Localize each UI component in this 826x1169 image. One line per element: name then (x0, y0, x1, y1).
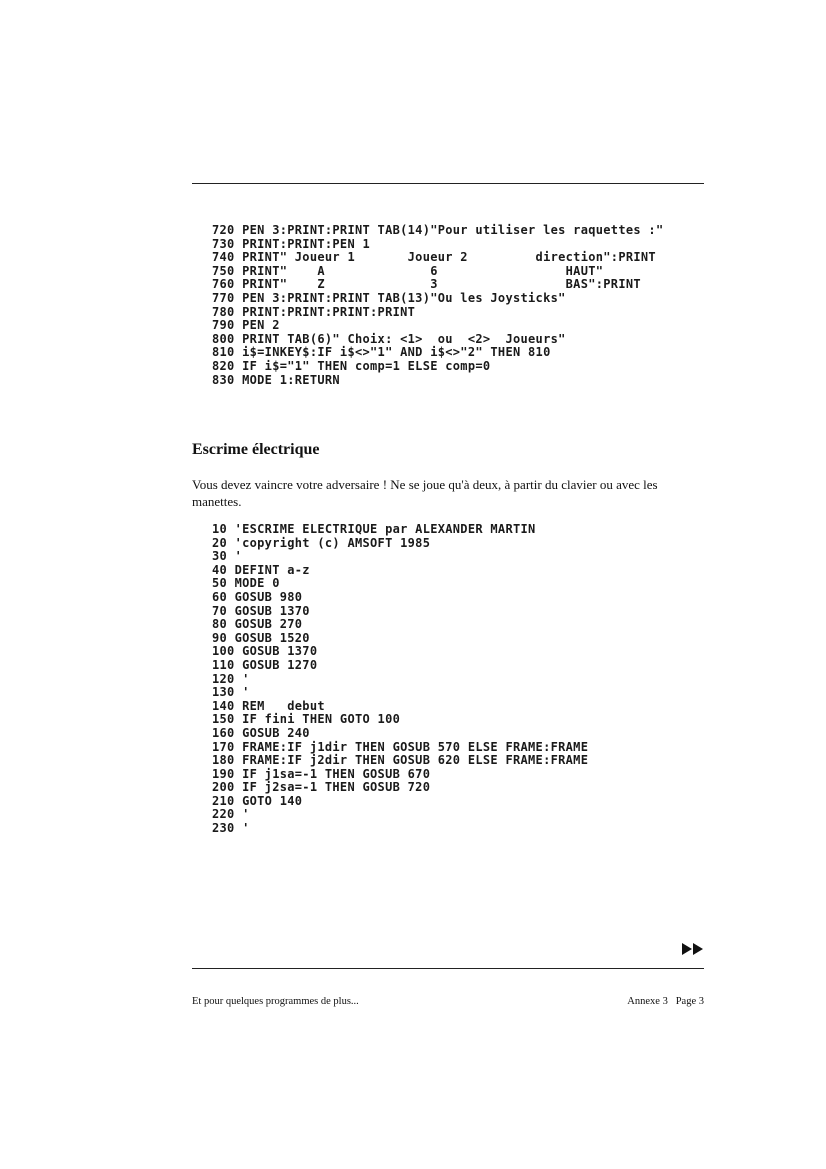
code-line: 750 PRINT" A 6 HAUT" (212, 263, 604, 278)
code-line: 730 PRINT:PRINT:PEN 1 (212, 236, 371, 251)
code-line: 10 'ESCRIME ELECTRIQUE par ALEXANDER MARTIN (212, 522, 536, 536)
footer-left-text: Et pour quelques programmes de plus... (192, 996, 359, 1007)
code-line: 120 ' (212, 671, 250, 686)
bottom-rule (192, 968, 704, 969)
code-line: 210 GOTO 140 (212, 793, 303, 808)
code-line: 110 GOSUB 1270 (212, 657, 318, 672)
code-line: 80 GOSUB 270 (212, 617, 303, 632)
code-line: 780 PRINT:PRINT:PRINT:PRINT (212, 304, 416, 319)
footer-page-number: Annexe 3 Page 3 (627, 996, 704, 1007)
code-line: 820 IF i$="1" THEN comp=1 ELSE comp=0 (212, 358, 491, 373)
code-line: 760 PRINT" Z 3 BAS":PRINT (212, 277, 641, 292)
code-line: 810 i$=INKEY$:IF i$<>"1" AND i$<>"2" THEN 810 (212, 345, 551, 360)
code-line: 160 GOSUB 240 (212, 725, 310, 740)
code-line: 200 IF j2sa=-1 THEN GOSUB 720 (212, 780, 431, 795)
code-line: 90 GOSUB 1520 (212, 630, 310, 645)
code-line: 70 GOSUB 1370 (212, 603, 310, 618)
code-line: 130 ' (212, 685, 250, 700)
code-line: 100 GOSUB 1370 (212, 644, 318, 659)
code-line: 800 PRINT TAB(6)" Choix: <1> ou <2> Joueurs" (212, 331, 566, 346)
code-line: 770 PEN 3:PRINT:PRINT TAB(13)"Ou les Joysticks" (212, 290, 566, 305)
code-line: 60 GOSUB 980 (212, 589, 303, 604)
code-listing-2 (212, 523, 588, 836)
code-line: 150 IF fini THEN GOTO 100 (212, 712, 401, 727)
code-listing-1 (212, 224, 663, 387)
code-line: 20 'copyright (c) AMSOFT 1985 (212, 535, 431, 550)
code-line: 170 FRAME:IF j1dir THEN GOSUB 570 ELSE FRAME:FRAME (212, 739, 589, 754)
code-line: 220 ' (212, 807, 250, 822)
section-heading: Escrime électrique (192, 441, 320, 458)
fast-forward-icon (682, 943, 704, 955)
code-line: 180 FRAME:IF j2dir THEN GOSUB 620 ELSE FRAME:FRAME (212, 753, 589, 768)
code-line: 790 PEN 2 (212, 318, 280, 333)
code-line: 740 PRINT" Joueur 1 Joueur 2 direction":PRINT (212, 250, 656, 265)
code-line: 140 REM debut (212, 698, 325, 713)
section-paragraph: Vous devez vaincre votre adversaire ! Ne se joue qu'à deux, à partir du clavier ou avec les manettes. (192, 477, 658, 509)
code-line: 720 PEN 3:PRINT:PRINT TAB(14)"Pour utiliser les raquettes :" (212, 223, 664, 237)
code-line: 30 ' (212, 549, 243, 564)
code-line: 40 DEFINT a-z (212, 562, 310, 577)
code-line: 190 IF j1sa=-1 THEN GOSUB 670 (212, 766, 431, 781)
code-line: 50 MODE 0 (212, 576, 280, 591)
code-line: 830 MODE 1:RETURN (212, 372, 340, 387)
top-rule (192, 183, 704, 184)
code-line: 230 ' (212, 821, 250, 836)
